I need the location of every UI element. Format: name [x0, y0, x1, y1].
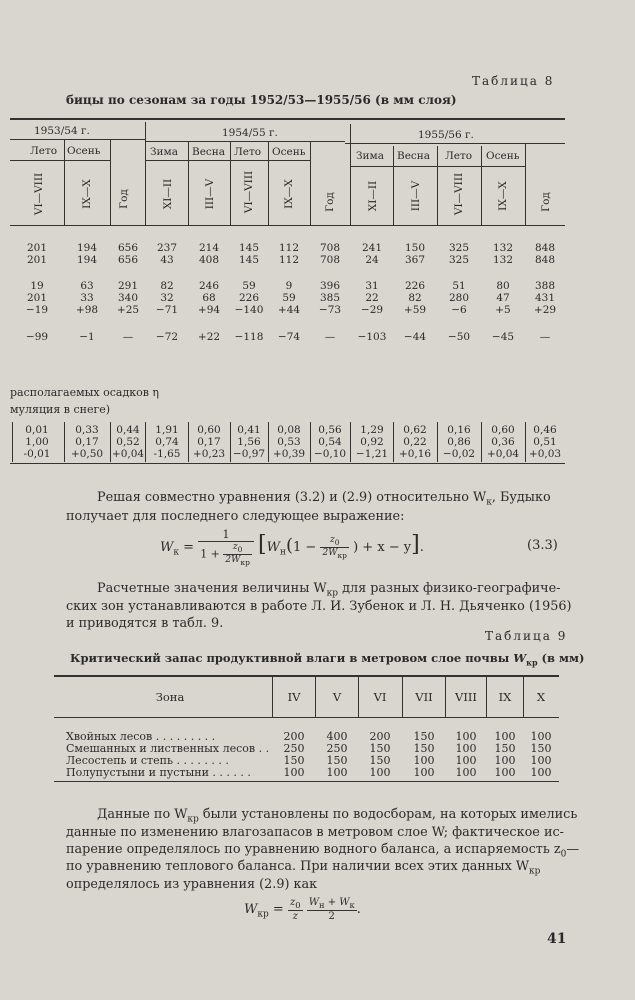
table8-top-rule [10, 118, 565, 120]
table8-cell: +0,50 [70, 448, 104, 460]
table8-cell: 82 [160, 280, 174, 292]
table8-cell: 24 [365, 254, 379, 266]
table8-cell: 708 [319, 254, 341, 266]
table9-zone-label: Лесостепь и степь . . . . . . . . [66, 754, 229, 767]
table8-cell: +94 [197, 304, 221, 316]
table9-vrule [272, 677, 273, 717]
table9-top-rule [54, 675, 559, 677]
table9-cell: 100 [530, 754, 552, 767]
table9-cell: 100 [413, 754, 435, 767]
period-header: VI—VIII [243, 170, 255, 214]
period-header: XI—II [162, 178, 174, 210]
table9-cell: 250 [326, 742, 348, 755]
table8-cell: 132 [492, 242, 514, 254]
table8-vrule [437, 146, 438, 225]
table9-cell: 100 [455, 730, 477, 743]
season-header: Зима [150, 146, 178, 158]
table8-cell: 80 [496, 280, 510, 292]
table8-cell: +59 [403, 304, 427, 316]
period-header: III—V [410, 180, 422, 212]
table8-cell: 708 [319, 242, 341, 254]
paragraph-1-line-2: получает для последнего следующее выражение: [66, 509, 405, 524]
year-header: 1953/54 г. [34, 125, 90, 137]
formula-number: (3.3) [527, 538, 558, 553]
table9-cell: 100 [530, 766, 552, 779]
table8-cell: 0,52 [116, 436, 140, 448]
table8-cell: −74 [277, 331, 301, 343]
table9-cell: 200 [369, 730, 391, 743]
table8-cell: −1 [79, 331, 95, 343]
table8-cell: 388 [534, 280, 556, 292]
table8-cell: 0,17 [75, 436, 99, 448]
season-header: Осень [486, 150, 520, 162]
table8-cell: -1,65 [153, 448, 181, 460]
table9-cell: 150 [283, 754, 305, 767]
table8-cell: 0,44 [116, 424, 140, 436]
table9-cell: 100 [494, 730, 516, 743]
table9-zone-label: Смешанных и лиственных лесов . . [66, 742, 270, 755]
table8-cell: — [122, 331, 134, 343]
table8-bottom-rule [10, 463, 565, 464]
table8-vrule [110, 422, 111, 462]
table9-cell: 250 [283, 742, 305, 755]
table8-cell: 194 [76, 254, 98, 266]
table8-cell: 367 [404, 254, 426, 266]
paragraph-3-line-1: Данные по $W_{кр}$ были установлены по водосборам, на которых имелись [97, 807, 578, 825]
table8-vrule [230, 142, 231, 225]
table8-cell: 201 [26, 242, 48, 254]
table8-cell: 201 [26, 254, 48, 266]
table8-cell: 82 [408, 292, 422, 304]
table9-cell: 100 [530, 730, 552, 743]
table8-vrule [64, 422, 65, 462]
table9-column-header: IX [498, 690, 512, 704]
table8-cell: −0,97 [232, 448, 266, 460]
table8-cell: −50 [447, 331, 471, 343]
table8-cell: −73 [318, 304, 342, 316]
table8-cell: 848 [534, 242, 556, 254]
table9-column-header: IV [287, 690, 301, 704]
table8-title: бицы по сезонам за годы 1952/53—1955/56 (в мм слоя) [66, 93, 457, 107]
table8-cell: −71 [155, 304, 179, 316]
table8-vrule [230, 422, 231, 462]
table8-vrule [350, 422, 351, 462]
table8-cell: — [539, 331, 551, 343]
table9-cell: 400 [326, 730, 348, 743]
table8-cell: +98 [75, 304, 99, 316]
table8-cell: 214 [198, 242, 220, 254]
table8-cell: 1,56 [237, 436, 261, 448]
period-header: IX—X [497, 181, 509, 211]
table8-cell: 431 [534, 292, 556, 304]
table8-cell: 43 [160, 254, 174, 266]
table8-cell: 0,62 [403, 424, 427, 436]
table8-cell: 408 [198, 254, 220, 266]
table8-cell: +5 [495, 304, 511, 316]
table8-cell: 0,16 [447, 424, 471, 436]
table8-cell: 325 [448, 242, 470, 254]
paragraph-1-line-1: Решая совместно уравнения (3.2) и (2.9) относительно $W_к$, Будыко [97, 490, 551, 508]
table8-cell: 0,22 [403, 436, 427, 448]
table8-cell: 33 [80, 292, 94, 304]
table8-cell: 280 [448, 292, 470, 304]
season-header: Весна [192, 146, 226, 158]
table9-cell: 100 [494, 754, 516, 767]
period-header: Год [324, 192, 336, 212]
table9-vrule [358, 677, 359, 717]
period-header: Год [118, 189, 130, 209]
table8-cell: 0,36 [491, 436, 515, 448]
table8-cell: −19 [25, 304, 49, 316]
table9-cell: 150 [530, 742, 552, 755]
table8-cell: 32 [160, 292, 174, 304]
table8-cell: 0,17 [197, 436, 221, 448]
table8-cell: 132 [492, 254, 514, 266]
table8-cell: 325 [448, 254, 470, 266]
table9-vrule [402, 677, 403, 717]
table9-cell: 150 [413, 730, 435, 743]
table9-column-header: VII [415, 690, 433, 704]
table9-label: Таблица 9 [485, 629, 568, 643]
period-header: IX—X [81, 179, 93, 209]
table8-vrule [310, 142, 311, 225]
table8-cell: 68 [202, 292, 216, 304]
table8-cell: 0,33 [75, 424, 99, 436]
table8-rule [10, 160, 110, 161]
table9-bottom-rule [54, 781, 559, 782]
table8-note: располагаемых осадков η [10, 386, 159, 399]
season-header: Лето [30, 145, 58, 157]
table8-cell: 1,00 [25, 436, 49, 448]
paragraph-2-line-2: ских зон устанавливаются в работе Л. И. Зубенок и Л. Н. Дьяченко (1956) [66, 599, 572, 614]
table8-cell: 59 [282, 292, 296, 304]
table8-cell: +0,04 [486, 448, 520, 460]
table8-cell: −29 [360, 304, 384, 316]
table9-cell: 150 [369, 754, 391, 767]
year-header: 1955/56 г. [418, 129, 474, 141]
table9-cell: 200 [283, 730, 305, 743]
table8-vrule [393, 422, 394, 462]
season-header: Осень [272, 146, 306, 158]
table8-vrule [188, 142, 189, 225]
table8-cell: −103 [357, 331, 387, 343]
table8-cell: +0,16 [398, 448, 432, 460]
table8-vrule [310, 422, 311, 462]
table8-cell: 22 [365, 292, 379, 304]
table9-cell: 150 [369, 742, 391, 755]
table8-cell: 51 [452, 280, 466, 292]
table8-cell: 0,46 [533, 424, 557, 436]
table8-cell: 385 [319, 292, 341, 304]
table9-zone-label: Полупустыни и пустыни . . . . . . [66, 766, 251, 779]
table8-vrule [481, 146, 482, 225]
table9-title: Критический запас продуктивной влаги в метровом слое почвы $W_{кр}$ (в мм) [70, 651, 585, 668]
table9-column-header: VI [373, 690, 387, 704]
table8-cell: 19 [30, 280, 44, 292]
table8-cell: 47 [496, 292, 510, 304]
table8-vrule [12, 422, 13, 462]
table8-cell: 145 [238, 254, 260, 266]
season-header: Зима [356, 150, 384, 162]
table9-cell: 150 [413, 742, 435, 755]
table8-vrule [145, 122, 146, 225]
period-header: IX—X [283, 179, 295, 209]
table8-cell: 0,60 [491, 424, 515, 436]
table9-cell: 100 [494, 766, 516, 779]
table8-rule [10, 139, 145, 140]
table8-cell: −99 [25, 331, 49, 343]
table8-cell: −1,21 [355, 448, 389, 460]
table8-cell: 291 [117, 280, 139, 292]
table8-cell: 150 [404, 242, 426, 254]
season-header: Весна [397, 150, 431, 162]
table8-cell: 0,86 [447, 436, 471, 448]
paragraph-3-line-4: по уравнению теплового баланса. При наличии всех этих данных $W_{кр}$ [66, 859, 541, 877]
table8-label: Таблица 8 [472, 74, 555, 88]
table8-cell: 0,92 [360, 436, 384, 448]
page-number: 41 [547, 931, 567, 947]
table8-cell: 0,01 [25, 424, 49, 436]
period-header: VI—VIII [33, 172, 45, 216]
table9-zone-header: Зона [155, 690, 185, 704]
table8-cell: — [324, 331, 336, 343]
table8-cell: 0,41 [237, 424, 261, 436]
table8-cell: −140 [234, 304, 264, 316]
table9-cell: 100 [413, 766, 435, 779]
table9-cell: 100 [455, 754, 477, 767]
table9-column-header: VIII [455, 690, 477, 704]
table8-cell: 656 [117, 242, 139, 254]
table8-rule [525, 143, 565, 144]
table9-cell: 150 [326, 754, 348, 767]
table8-cell: −0,02 [442, 448, 476, 460]
table8-cell: 0,53 [277, 436, 301, 448]
table8-vrule [268, 422, 269, 462]
table9-cell: 100 [369, 766, 391, 779]
table8-cell: 145 [238, 242, 260, 254]
table8-cell: 0,74 [155, 436, 179, 448]
table9-column-header: V [332, 690, 342, 704]
table8-cell: 848 [534, 254, 556, 266]
table8-vrule [145, 422, 146, 462]
table8-cell: 0,56 [318, 424, 342, 436]
table9-cell: 150 [494, 742, 516, 755]
table8-cell: 9 [285, 280, 293, 292]
table8-vrule [110, 140, 111, 225]
table8-vrule [64, 140, 65, 225]
year-header: 1954/55 г. [222, 127, 278, 139]
table8-vrule [393, 146, 394, 225]
table8-cell: 656 [117, 254, 139, 266]
table8-vrule [525, 144, 526, 225]
table9-cell: 100 [283, 766, 305, 779]
table9-column-header: X [536, 690, 546, 704]
paragraph-3-line-3: парение определялось по уравнению водного баланса, а испаряемость $z_0—$ [66, 842, 580, 860]
table8-cell: 194 [76, 242, 98, 254]
table8-cell: 226 [404, 280, 426, 292]
table8-cell: 201 [26, 292, 48, 304]
table8-cell: 1,91 [155, 424, 179, 436]
season-header: Лето [234, 146, 262, 158]
table9-header-rule [54, 717, 559, 718]
table8-cell: −72 [155, 331, 179, 343]
period-header: VI—VIII [453, 172, 465, 216]
table8-cell: 31 [365, 280, 379, 292]
table8-cell: 1,29 [360, 424, 384, 436]
period-header: Год [540, 192, 552, 212]
table8-cell: +44 [277, 304, 301, 316]
table8-cell: 340 [117, 292, 139, 304]
table8-cell: −118 [234, 331, 264, 343]
paragraph-3-line-2: данные по изменению влагозапасов в метровом слое W; фактическое ис- [66, 825, 564, 840]
table9-cell: 100 [455, 766, 477, 779]
table8-vrule [268, 142, 269, 225]
table8-cell: −45 [491, 331, 515, 343]
table8-cell: +0,39 [272, 448, 306, 460]
season-header: Осень [67, 145, 101, 157]
table8-cell: +22 [197, 331, 221, 343]
table8-cell: 0,51 [533, 436, 557, 448]
table8-vrule [525, 422, 526, 462]
period-header: III—V [204, 178, 216, 210]
table8-cell: 0,08 [277, 424, 301, 436]
table9-vrule [315, 677, 316, 717]
table8-vrule [437, 422, 438, 462]
table8-cell: 237 [156, 242, 178, 254]
season-header: Лето [445, 150, 473, 162]
table8-cell: 0,54 [318, 436, 342, 448]
table8-cell: 396 [319, 280, 341, 292]
table8-cell: +0,04 [111, 448, 145, 460]
table8-cell: 112 [278, 254, 300, 266]
table8-cell: −44 [403, 331, 427, 343]
table8-rule [345, 143, 525, 144]
table8-cell: −0,10 [313, 448, 347, 460]
table8-rule [145, 141, 345, 142]
table8-cell: −6 [451, 304, 467, 316]
table8-cell: 0,60 [197, 424, 221, 436]
table8-cell: 59 [242, 280, 256, 292]
table8-cell: +29 [533, 304, 557, 316]
paragraph-2-line-1: Расчетные значения величины $W_{кр}$ для разных физико-географиче- [97, 581, 561, 599]
table9-zone-label: Хвойных лесов . . . . . . . . . [66, 730, 216, 743]
period-header: XI—II [367, 180, 379, 212]
table8-cell: +0,23 [192, 448, 226, 460]
table8-header-bottom-rule [10, 225, 565, 226]
table8-note: муляция в снеге) [10, 403, 111, 416]
formula-3-3: $W_к$ = 1 1 + $\frac{z_0}{2W_{кр}}$ [$W_н(1$ − $\frac{z_0}{2W_{кр}}$ ) + x − y]. [160, 528, 424, 567]
table8-cell: +25 [116, 304, 140, 316]
table8-cell: 226 [238, 292, 260, 304]
paragraph-2-line-3: и приводятся в табл. 9. [66, 616, 224, 631]
table8-cell: 63 [80, 280, 94, 292]
table8-cell: 241 [361, 242, 383, 254]
table8-cell: -0,01 [23, 448, 51, 460]
table9-cell: 100 [455, 742, 477, 755]
paragraph-3-line-5: определялось из уравнения (2.9) как [66, 877, 318, 892]
table9-cell: 100 [326, 766, 348, 779]
formula-wkr: $W_{кр}$ = $\frac{z_0}{z}$ $\frac{W_н + W_к}{2}$ . [244, 897, 361, 922]
table8-vrule [188, 422, 189, 462]
table8-rule [145, 160, 310, 161]
table8-cell: +0,03 [528, 448, 562, 460]
table8-vrule [350, 124, 351, 225]
table8-vrule [481, 422, 482, 462]
table8-cell: 246 [198, 280, 220, 292]
table8-cell: 112 [278, 242, 300, 254]
